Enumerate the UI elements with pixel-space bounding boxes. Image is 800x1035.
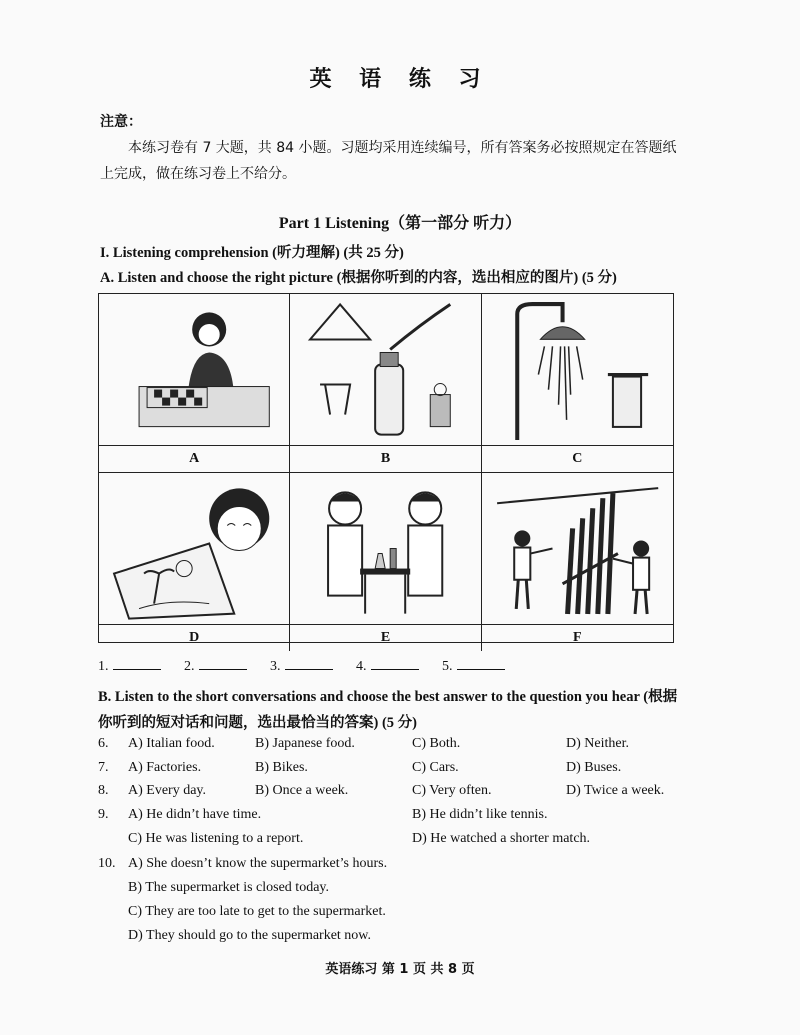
notice-heading: 注意：: [100, 114, 142, 130]
question-number: 8.: [98, 783, 109, 798]
scientists-lab-icon: [290, 473, 480, 624]
picture-label-f: F: [482, 624, 673, 651]
picture-label-c: C: [482, 445, 673, 472]
question-number: 10.: [98, 856, 116, 871]
notice-text: 本练习卷有 7 大题，共 84 小题。习题均采用连续编号，所有答案务必按照规定在答题纸上完成，做在练习卷上不给分。: [100, 140, 677, 182]
answer-line[interactable]: [371, 669, 419, 670]
page-footer: 英语练习 第 1 页 共 8 页: [325, 962, 475, 977]
option-a: A) Italian food.: [128, 736, 215, 751]
option-c: C) Very often.: [412, 783, 492, 798]
blank-item: 1.: [98, 659, 161, 675]
picture-label-e: E: [290, 624, 480, 651]
picture-label-a: A: [99, 445, 289, 472]
picture-label-d: D: [99, 624, 289, 651]
option-c: C) Both.: [412, 736, 461, 751]
picture-cell-f: [482, 473, 673, 651]
girl-looking-at-beach-brochure-icon: [99, 473, 289, 624]
answer-line[interactable]: [199, 669, 247, 670]
picture-cell-c: [482, 294, 673, 473]
picture-cell-e: [290, 473, 481, 651]
document-title: 英 语 练 习: [309, 67, 491, 92]
option-b: B) Japanese food.: [255, 736, 355, 751]
camping-gear-icon: [290, 294, 480, 445]
option-d: D) They should go to the supermarket now.: [128, 928, 372, 943]
option-a: A) She doesn’t know the supermarket’s hours.: [128, 856, 388, 871]
picture-cell-a: [99, 294, 290, 473]
picture-label-b: B: [290, 445, 480, 472]
part1-title: Part 1 Listening（第一部分 听力）: [278, 215, 522, 232]
option-a: A) He didn’t have time.: [128, 807, 262, 822]
answer-line[interactable]: [457, 669, 505, 670]
question-number: 9.: [98, 807, 109, 822]
option-d: D) Twice a week.: [566, 783, 665, 798]
section-B-title: B. Listen to the short conversations and choose the best answer to the question you hear (根据你听到的短对话和问题，选出最恰当的答案) (5 分): [98, 689, 678, 731]
option-c: C) Cars.: [412, 760, 459, 775]
shower-towel-icon: [482, 294, 673, 445]
option-b: B) Bikes.: [255, 760, 308, 775]
option-b: B) The supermarket is closed today.: [128, 880, 330, 895]
answer-line[interactable]: [285, 669, 333, 670]
option-c: C) He was listening to a report.: [128, 831, 304, 846]
option-c: C) They are too late to get to the supermarket.: [128, 904, 386, 919]
picture-grid: [98, 293, 674, 646]
option-a: A) Factories.: [128, 760, 202, 775]
girl-playing-chess-icon: [99, 294, 289, 445]
option-b: B) He didn’t like tennis.: [412, 807, 548, 822]
option-d: D) Neither.: [566, 736, 629, 751]
answer-line[interactable]: [113, 669, 161, 670]
answer-blanks: [98, 659, 525, 675]
option-a: A) Every day.: [128, 783, 207, 798]
blank-item: 2.: [184, 659, 247, 675]
section-A-title: A. Listen and choose the right picture (根据你听到的内容，选出相应的图片) (5 分): [100, 270, 617, 286]
people-at-fence-icon: [482, 473, 673, 624]
option-d: D) Buses.: [566, 760, 622, 775]
blank-item: 5.: [442, 659, 505, 675]
picture-cell-b: [290, 294, 481, 473]
blank-item: 4.: [356, 659, 419, 675]
section-I-title: I. Listening comprehension (听力理解) (共 25 分): [100, 245, 404, 261]
picture-cell-d: [99, 473, 290, 651]
option-b: B) Once a week.: [255, 783, 349, 798]
question-number: 7.: [98, 760, 109, 775]
blank-item: 3.: [270, 659, 333, 675]
question-number: 6.: [98, 736, 109, 751]
option-d: D) He watched a shorter match.: [412, 831, 591, 846]
